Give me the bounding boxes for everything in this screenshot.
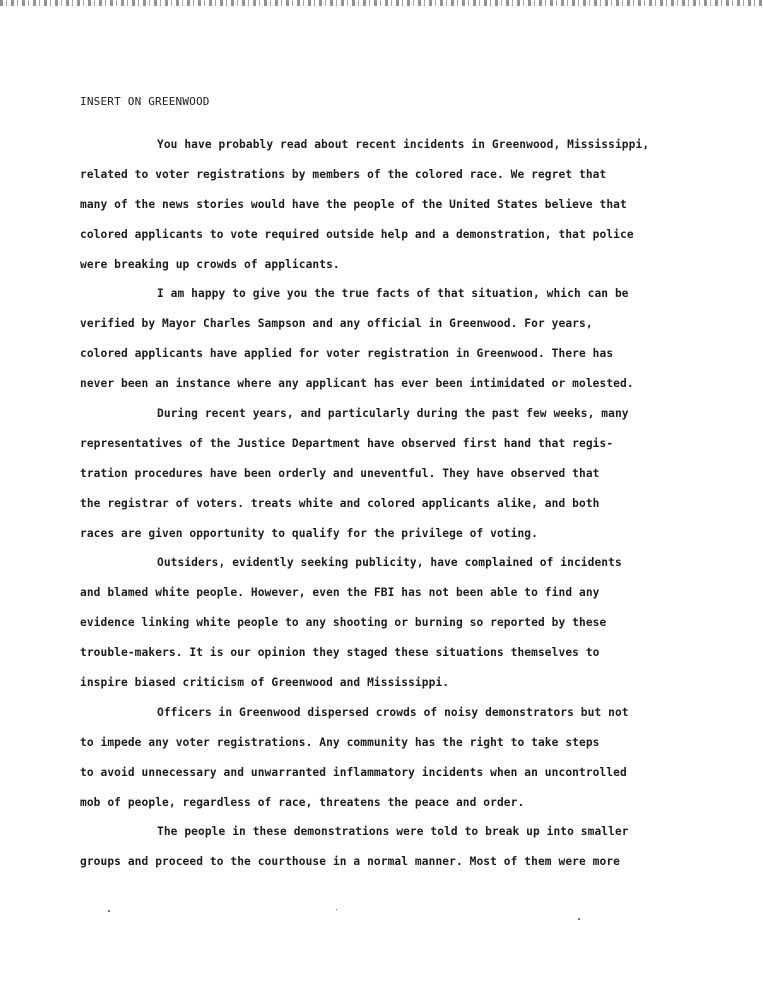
paragraph-5-line-1: Officers in Greenwood dispersed crowds of noisy demonstrators but not xyxy=(157,705,629,719)
paragraph-4-line-4: trouble-makers. It is our opinion they staged these situations themselves to xyxy=(80,646,600,660)
paragraph-1-line-2: related to voter registrations by members of the colored race. We regret that xyxy=(80,167,607,181)
scan-speck xyxy=(108,910,110,912)
paragraph-1-line-5: were breaking up crowds of applicants. xyxy=(80,257,340,271)
paragraph-3-line-3: tration procedures have been orderly and uneventful. They have observed that xyxy=(80,466,600,480)
paragraph-2-line-2: verified by Mayor Charles Sampson and any official in Greenwood. For years, xyxy=(80,317,593,331)
paragraph-3-line-5: races are given opportunity to qualify for the privilege of voting. xyxy=(80,526,538,540)
paragraph-2-line-1: I am happy to give you the true facts of that situation, which can be xyxy=(157,287,629,301)
paragraph-1-line-1: You have probably read about recent incidents in Greenwood, Mississippi, xyxy=(157,138,650,151)
paragraph-3-line-1: During recent years, and particularly during the past few weeks, many xyxy=(157,407,629,421)
paragraph-6-line-1: The people in these demonstrations were told to break up into smaller xyxy=(157,825,629,839)
page-top-edge xyxy=(0,0,763,6)
scan-speck xyxy=(336,909,337,910)
paragraph-3-line-4: the registrar of voters. treats white and colored applicants alike, and both xyxy=(80,496,600,510)
document-heading: INSERT ON GREENWOOD xyxy=(80,95,210,108)
paragraph-5-line-4: mob of people, regardless of race, threatens the peace and order. xyxy=(80,795,525,809)
paragraph-1-line-3: many of the news stories would have the people of the United States believe that xyxy=(80,197,627,211)
paragraph-6-line-2: groups and proceed to the courthouse in a normal manner. Most of them were more xyxy=(80,855,620,869)
paragraph-5-line-3: to avoid unnecessary and unwarranted inflammatory incidents when an uncontrolled xyxy=(80,765,627,779)
paragraph-3-line-2: representatives of the Justice Department have observed first hand that regis- xyxy=(80,436,614,450)
paragraph-2-line-4: never been an instance where any applicant has ever been intimidated or molested. xyxy=(80,377,634,391)
paragraph-4-line-1: Outsiders, evidently seeking publicity, have complained of incidents xyxy=(157,556,622,570)
paragraph-4-line-3: evidence linking white people to any shooting or burning so reported by these xyxy=(80,616,607,630)
scan-speck xyxy=(578,918,580,920)
paragraph-4-line-5: inspire biased criticism of Greenwood and Mississippi. xyxy=(80,676,450,690)
paragraph-1-line-4: colored applicants to vote required outside help and a demonstration, that police xyxy=(80,227,634,241)
paragraph-2-line-3: colored applicants have applied for voter registration in Greenwood. There has xyxy=(80,347,614,361)
document-body xyxy=(80,130,700,877)
paragraph-5-line-2: to impede any voter registrations. Any community has the right to take steps xyxy=(80,735,600,749)
paragraph-4-line-2: and blamed white people. However, even the FBI has not been able to find any xyxy=(80,586,600,600)
